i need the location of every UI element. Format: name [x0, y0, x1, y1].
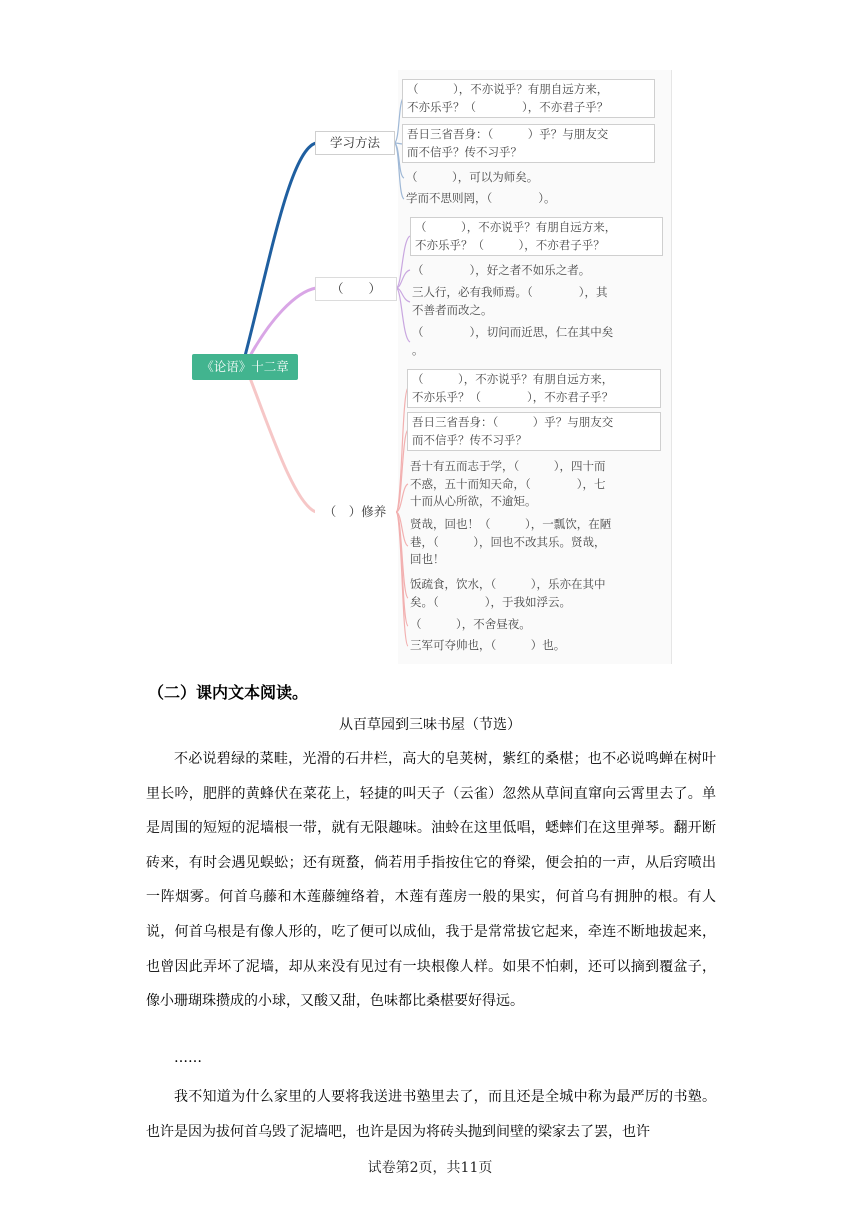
- leaf-3-4: 贤哉，回也！（ ），一瓢饮，在陋 巷，（ ），回也不改其乐。贤哉， 回也！: [410, 517, 612, 566]
- leaf-1-1: （ ），不亦说乎？有朋自远方来， 不亦乐乎？（ ），不亦君子乎？: [402, 79, 655, 118]
- leaf-2-2: （ ），好之者不如乐之者。: [412, 263, 591, 277]
- leaf-3-2: 吾日三省吾身：（ ）乎？与朋友交 而不信乎？传不习乎？: [407, 412, 661, 451]
- leaf-3-6: （ ），不舍昼夜。: [410, 617, 531, 631]
- connector-branch-1: [245, 143, 316, 356]
- page-footer: 试卷第2页，共11页: [367, 1160, 493, 1176]
- passage-title: 从百草园到三味书屋（节选）: [339, 717, 521, 733]
- connector-branch-3: [250, 378, 316, 512]
- mind-map-root: 《论语》十二章: [192, 354, 298, 380]
- leaf-3-7: 三军可夺帅也，（ ）也。: [410, 638, 566, 652]
- leaf-3-3: 吾十有五而志于学，（ ），四十而 不惑，五十而知天命，（ ），七 十而从心所欲，不逾矩。: [410, 459, 606, 508]
- leaf-2-1: （ ），不亦说乎？有朋自远方来， 不亦乐乎？（ ），不亦君子乎？: [410, 217, 663, 256]
- branch-study-methods: 学习方法: [315, 131, 395, 155]
- leaf-1-4: 学而不思则罔，（ ）。: [406, 191, 556, 205]
- passage-paragraph-2: 我不知道为什么家里的人要将我送进书塾里去了，而且还是全城中称为最严厉的书塾。也许是因为拔何首乌毁了泥墙吧，也许是因为将砖头抛到间壁的梁家去了罢，也许: [146, 1089, 716, 1140]
- branch-blank: （ ）: [315, 277, 397, 301]
- leaf-2-3: 三人行，必有我师焉。（ ），其 不善者而改之。: [412, 285, 608, 317]
- passage-paragraph-1: 不必说碧绿的菜畦，光滑的石井栏，高大的皂荚树，紫红的桑椹；也不必说鸣蝉在树叶里长吟，肥胖的黄蜂伏在菜花上，轻捷的叫天子（云雀）忽然从草间直窜向云霄里去了。单是周围的短短的泥墙根一带，就有无限趣味。油蛉在这里低唱，蟋蟀们在这里弹琴。翻开断砖来，有时会遇见蜈蚣；还有斑蝥，倘若用手指按住它的脊梁，便会拍的一声，从后窍喷出一阵烟雾。何首乌藤和木莲藤缠络着，木莲有莲房一般的果实，何首乌有拥肿的根。有人说，何首乌根是有像人形的，吃了便可以成仙，我于是常常拔它起来，牵连不断地拔起来，也曾因此弄坏了泥墙，却从来没有见过有一块根像人样。如果不怕刺，还可以摘到覆盆子，像小珊瑚珠攒成的小球，又酸又甜，色味都比桑椹要好得远。: [146, 751, 716, 1010]
- leaf-2-4: （ ），切问而近思，仁在其中矣 。: [412, 325, 614, 357]
- leaf-3-1: （ ），不亦说乎？有朋自远方来， 不亦乐乎？（ ），不亦君子乎？: [407, 369, 661, 408]
- leaf-3-5: 饭疏食，饮水，（ ），乐亦在其中 矣。（ ），于我如浮云。: [410, 577, 606, 609]
- branch-cultivation: （ ）修养: [315, 501, 395, 523]
- leaf-1-3: （ ），可以为师矣。: [406, 170, 539, 184]
- leaf-1-2: 吾日三省吾身：（ ）乎？与朋友交 而不信乎？传不习乎？: [402, 124, 655, 163]
- branch-2-leaf-connectors: [396, 236, 410, 342]
- section-heading: （二）课内文本阅读。: [148, 683, 309, 702]
- passage-ellipsis: ……: [174, 1050, 202, 1066]
